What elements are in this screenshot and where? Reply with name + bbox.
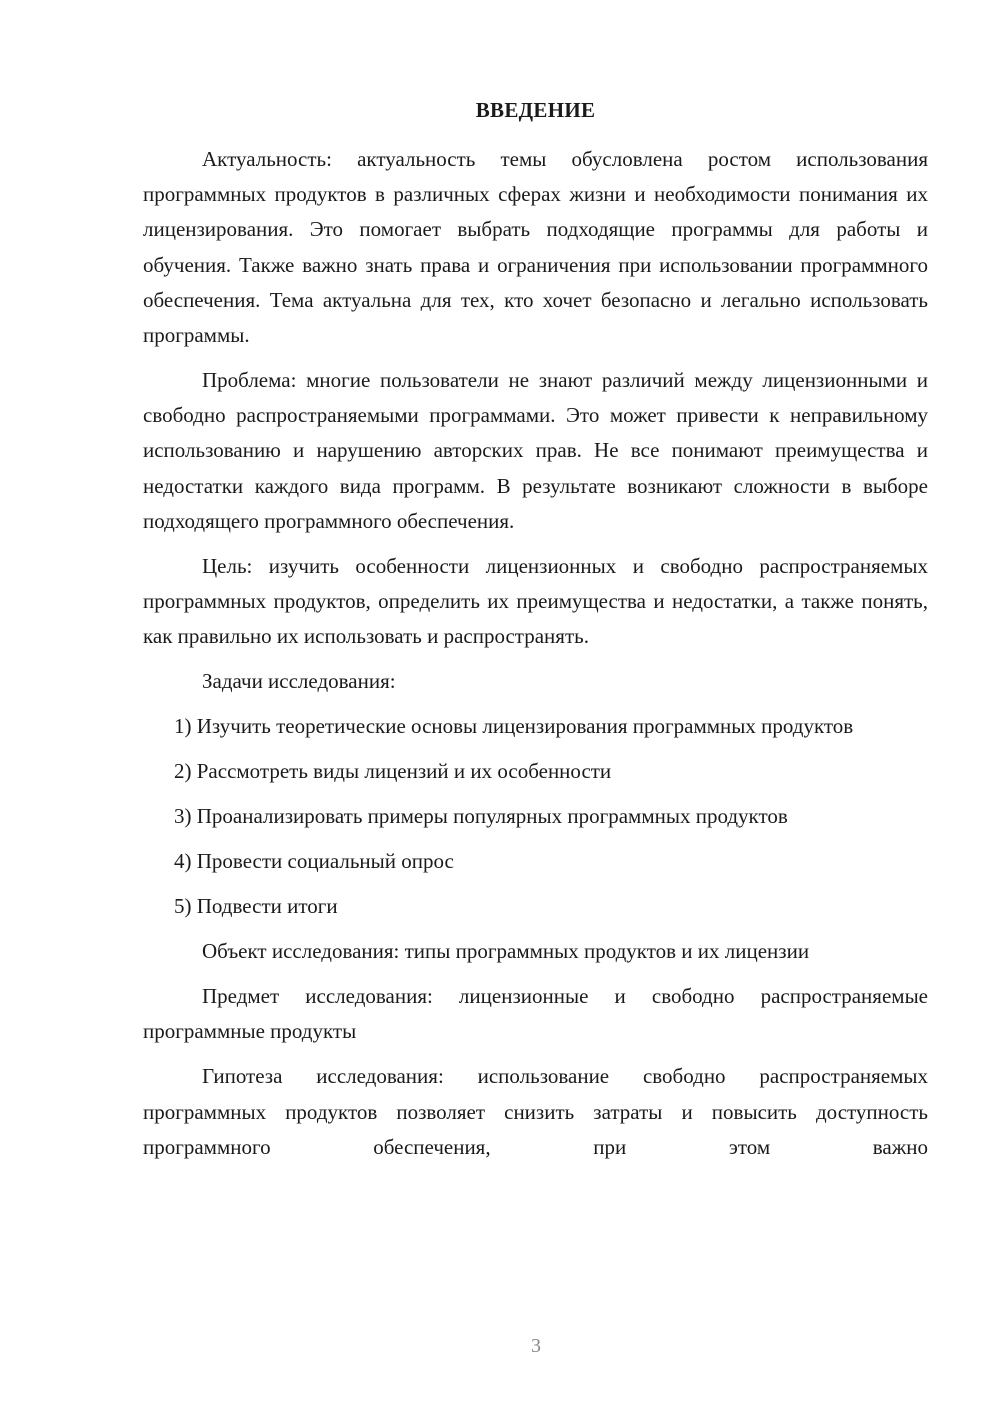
task-item-3: 3) Проанализировать примеры популярных программных продуктов [174, 804, 788, 829]
document-body [143, 142, 928, 1175]
section-title: ВВЕДЕНИЕ [475, 98, 596, 122]
paragraph-tasks-heading: Задачи исследования: [202, 669, 396, 694]
paragraph-object: Объект исследования: типы программных продуктов и их лицензии [202, 939, 810, 964]
page-number: 3 [531, 1335, 541, 1357]
task-item-1: 1) Изучить теоретические основы лицензирования программных продуктов [174, 714, 854, 739]
paragraph-hypothesis: Гипотеза исследования: использование свободно распространяемых программных продуктов позволяет снизить затраты и повысить доступность программного обеспечения, при этом важно [143, 1064, 928, 1159]
paragraph-goal: Цель: изучить особенности лицензионных и свободно распространяемых программных продуктов, определить их преимущества и недостатки, а также понять, как правильно их использовать и распространять. [143, 553, 928, 649]
paragraph-problem: Проблема: многие пользователи не знают различий между лицензионными и свободно распространяемыми программами. Это может привести к неправильному использованию и нарушению авторских прав. Не все понимают преимущества и недостатки каждого вида программ. В результате возникают сложности в выборе подходящего программного обеспечения. [143, 368, 928, 533]
task-item-2: 2) Рассмотреть виды лицензий и их особенности [174, 759, 612, 784]
task-item-5: 5) Подвести итоги [174, 894, 338, 919]
paragraph-subject: Предмет исследования: лицензионные и свободно распространяемые программные продукты [143, 984, 928, 1044]
task-item-4: 4) Провести социальный опрос [174, 849, 454, 874]
paragraph-relevance: Актуальность: актуальность темы обусловлена ростом использования программных продуктов в различных сферах жизни и необходимости понимания их лицензирования. Это помогает выбрать подходящие программы для работы и обучения. Также важно знать права и ограничения при использовании программного обеспечения. Тема актуальна для тех, кто хочет безопасно и легально использовать программы. [143, 147, 928, 348]
